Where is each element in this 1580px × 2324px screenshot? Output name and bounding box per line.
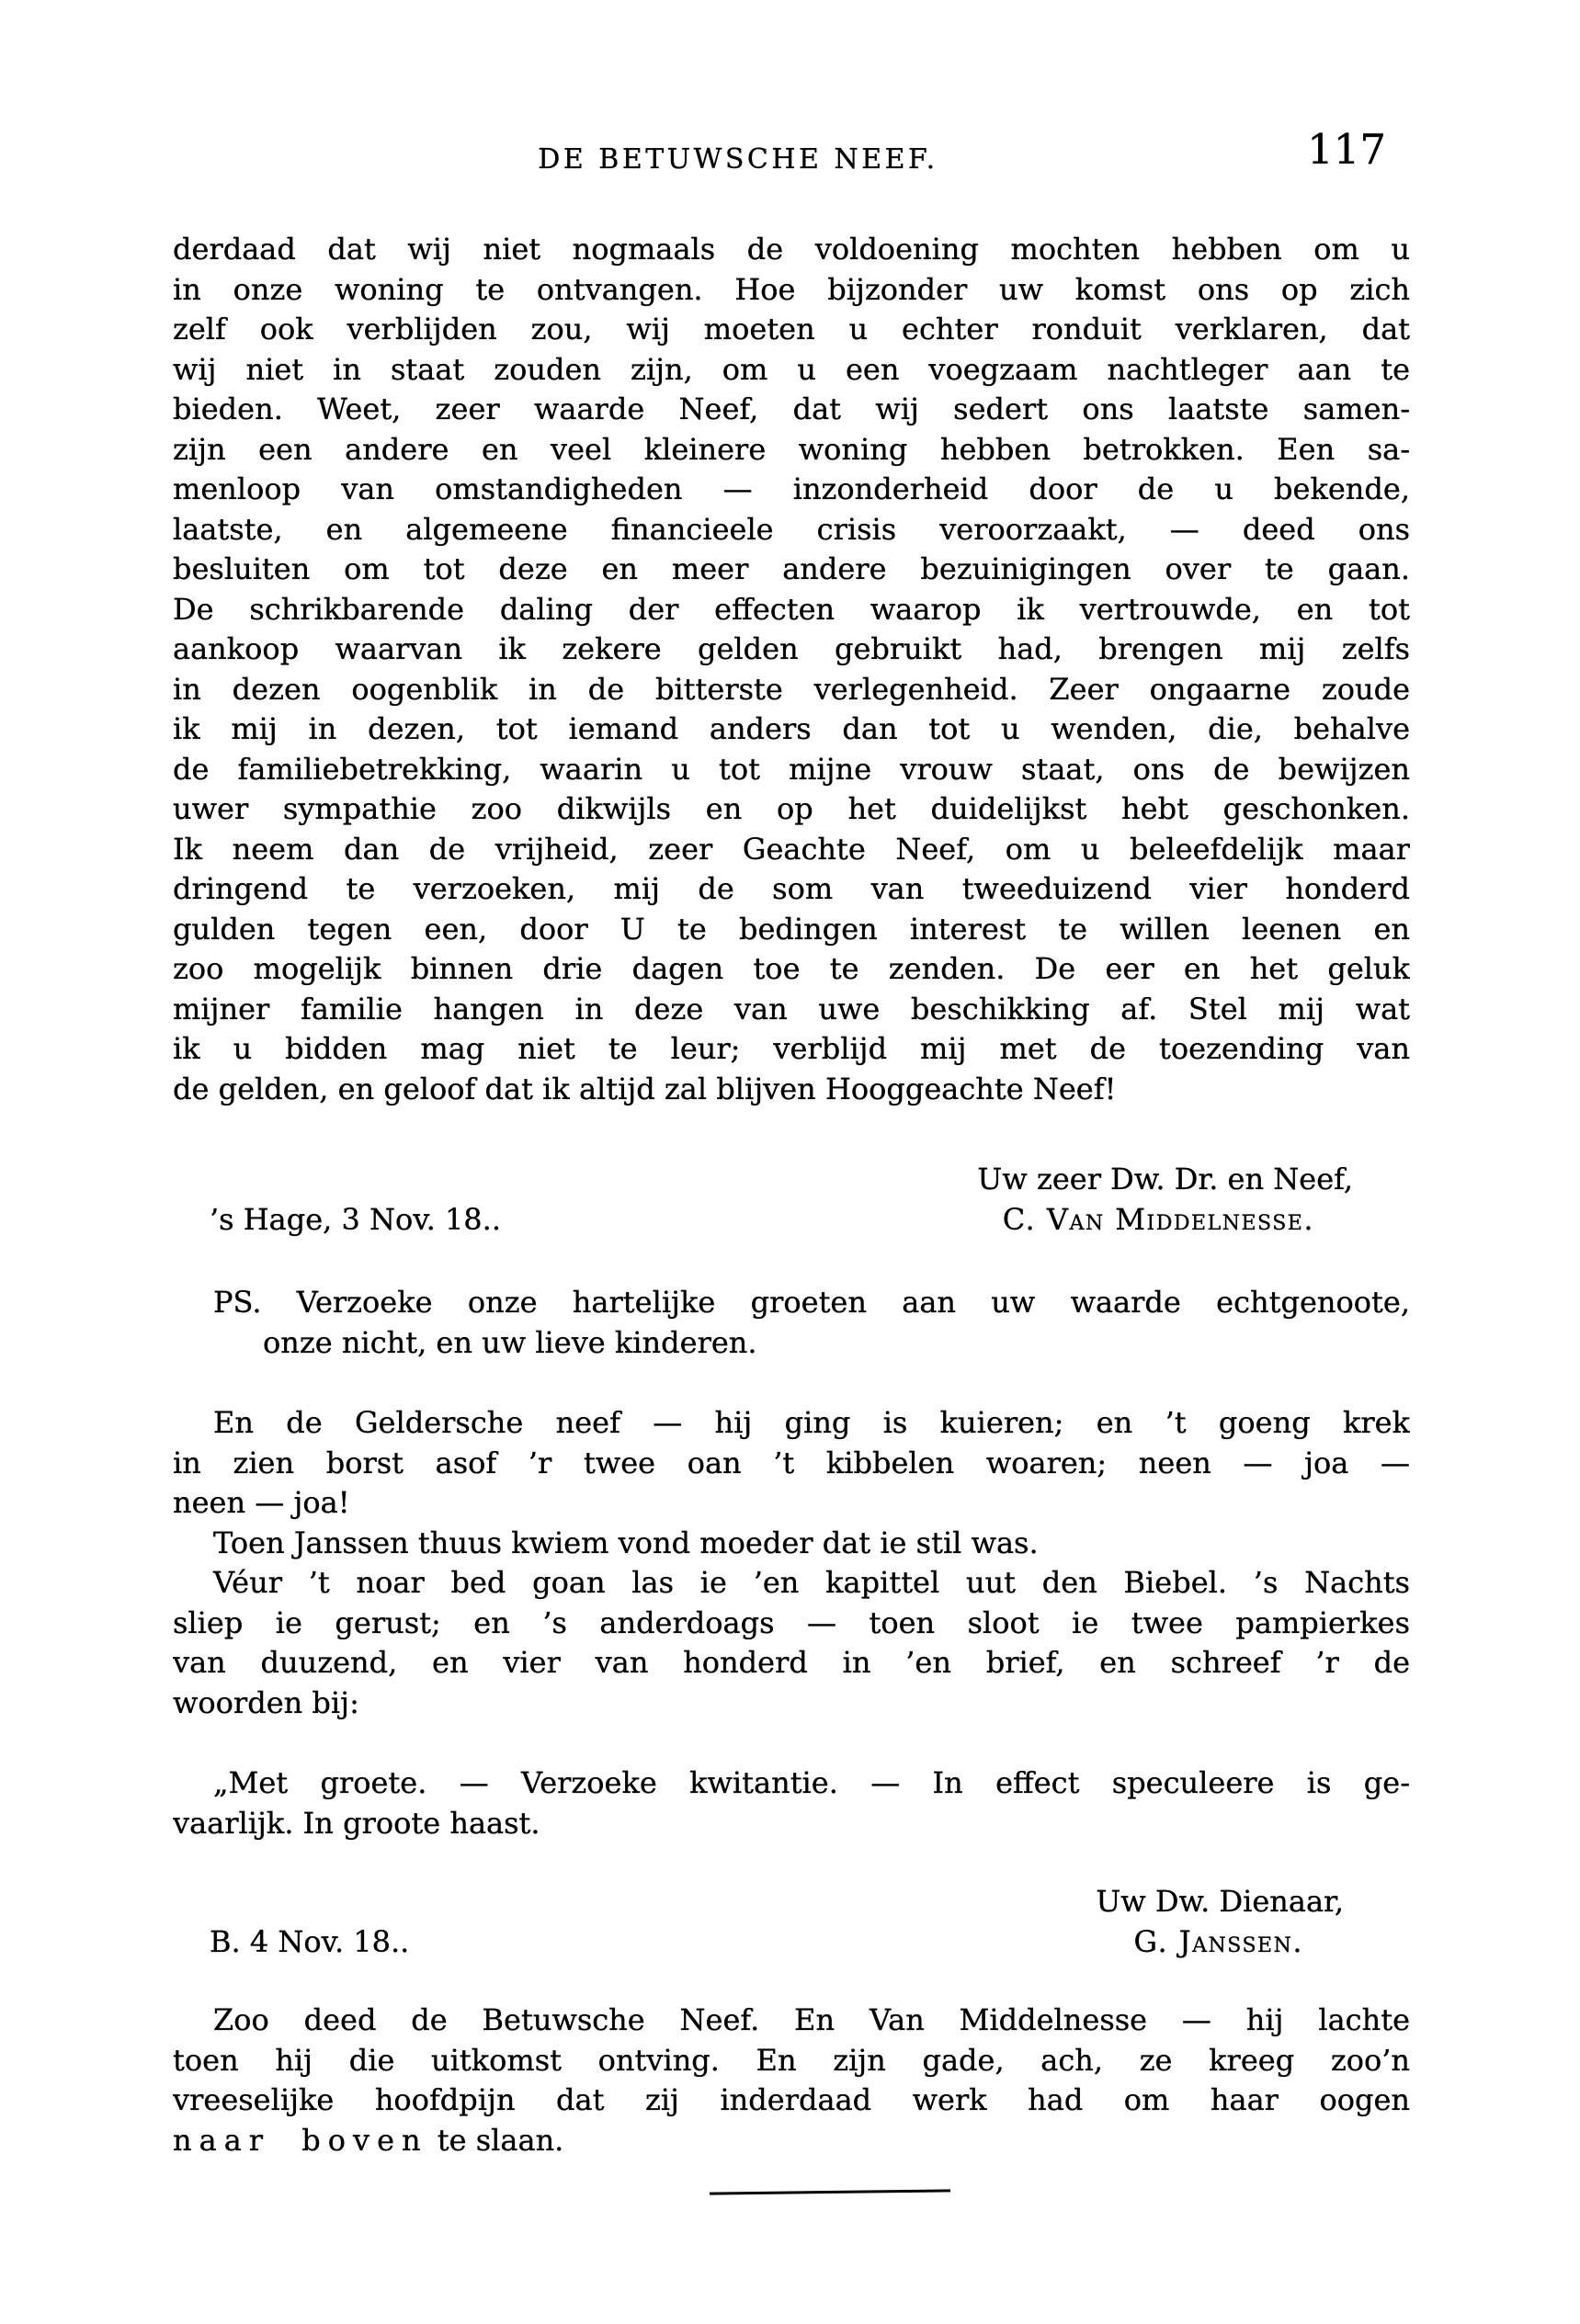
text-line: De schrikbarende daling der effecten waarop ik vertrouwde, en tot [173,591,1410,627]
signature-name: C. Van Middelnesse. [1002,1201,1314,1237]
signature-closing: Uw zeer Dw. Dr. en Neef, [977,1162,1353,1196]
signature-row [173,1922,1410,1963]
text-line: besluiten om tot deze en meer andere bezuinigingen over te gaan. [173,551,1410,586]
letter-body-lines [173,230,1410,1109]
text-line: aankoop waarvan ik zekere gelden gebruikt had, brengen mij zelfs [173,631,1410,666]
text-line: Toen Janssen thuus kwiem vond moeder dat ie stil was. [213,1525,1039,1560]
signature-name: G. Janssen. [1133,1923,1303,1959]
text-line: in onze woning te ontvangen. Hoe bijzonder uw komst ons op zich [173,271,1410,307]
running-title: DE BETUWSCHE NEEF. [538,143,938,176]
narrative-section [173,1403,1410,1723]
text-line: menloop van omstandigheden — inzonderheid door de u bekende, [173,471,1410,506]
text-line: woorden bij: [173,1684,359,1720]
text-line: in dezen oogenblik in de bitterste verlegenheid. Zeer ongaarne zoude [173,671,1410,707]
reply-signature-block [173,1882,1410,1962]
text-line: wij niet in staat zouden zijn, om u een voegzaam nachtleger aan te [173,351,1410,387]
line-remainder: te slaan. [427,2122,564,2158]
final-paragraph [173,2001,1410,2160]
page-header [173,125,1410,186]
text-line: zelf ook verblijden zou, wij moeten u echter ronduit verklaren, dat [173,312,1410,346]
text-line: sliep ie gerust; en ’s anderdoags — toen sloot ie twee pampierkes [173,1604,1410,1640]
text-line [173,2121,1410,2161]
text-line: vreeselijke hoofdpijn dat zij inderdaad werk had om haar oogen [173,2082,1410,2117]
text-line: zijn een andere en veel kleinere woning hebben betrokken. Een sa- [173,431,1410,467]
letter-body-paragraph [173,230,1410,1109]
text-line: neen — joa! [173,1485,350,1520]
text-line: de gelden, en geloof dat ik altijd zal blijven Hooggeachte Neef! [173,1071,1117,1106]
signature-row [173,1200,1410,1241]
text-line: laatste, en algemeene financieele crisis veroorzaakt, — deed ons [173,511,1410,547]
signature-closing: Uw Dw. Dienaar, [1096,1884,1344,1919]
text-line: dringend te verzoeken, mij de som van tweeduizend vier honderd [173,871,1410,906]
text-line: ik mij in dezen, tot iemand anders dan tot u wenden, die, behalve [173,711,1410,746]
emphasized-phrase: naar boven [173,2122,428,2158]
text-line: Ik neem dan de vrijheid, zeer Geachte Neef, om u beleefdelijk maar [173,831,1410,867]
text-line: bieden. Weet, zeer waarde Neef, dat wij sedert ons laatste samen- [173,391,1410,426]
text-line: toen hij die uitkomst ontving. En zijn gade, ach, ze kreeg zoo’n [173,2042,1410,2078]
text-line: mijner familie hangen in deze van uwe beschikking af. Stel mij wat [173,991,1410,1026]
text-line: de familiebetrekking, waarin u tot mijne vrouw staat, ons de bewijzen [173,751,1410,787]
text-line: zoo mogelijk binnen drie dagen toe te zenden. De eer en het geluk [173,951,1410,986]
text-line: En de Geldersche neef — hij ging is kuieren; en ’t goeng krek [213,1405,1410,1440]
text-line: derdaad dat wij niet nogmaals de voldoening mochten hebben om u [173,232,1410,266]
narrative-paragraph [173,1524,1410,1564]
text-line: van duuzend, en vier van honderd in ’en brief, en schreef ’r de [173,1645,1410,1680]
text-line: in zien borst asof ’r twee oan ’t kibbelen woaren; neen — joa — [173,1445,1410,1480]
dateline: ’s Hage, 3 Nov. 18.. [210,1201,501,1237]
postscript [173,1283,1410,1363]
text-line: onze nicht, en uw lieve kinderen. [263,1324,757,1360]
text-line: „Met groete. — Verzoeke kwitantie. — In effect speculeere is ge- [213,1765,1410,1800]
postscript-lines [173,1283,1410,1363]
text-line: Zoo deed de Betuwsche Neef. En Van Middelnesse — hij lachte [213,2002,1410,2037]
letter-signature-block [173,1160,1410,1240]
narrative-paragraph [173,1403,1410,1524]
text-column [173,125,1410,2194]
text-line: PS. Verzoeke onze hartelijke groeten aan uw waarde echtgenoote, [213,1285,1410,1320]
section-end-rule [710,2189,950,2194]
narrative-paragraph [173,1563,1410,1723]
text-line: gulden tegen een, door U te bedingen interest te willen leenen en [173,911,1410,947]
dateline: B. 4 Nov. 18.. [210,1923,410,1959]
text-line: ik u bidden mag niet te leur; verblijd mij met de toezending van [173,1031,1410,1066]
page-number: 117 [1307,125,1386,174]
quoted-note [173,1763,1410,1843]
text-line: uwer sympathie zoo dikwijls en op het duidelijkst hebt geschonken. [173,791,1410,826]
text-line: vaarlijk. In groote haast. [173,1805,540,1841]
text-line: Véur ’t noar bed goan las ie ’en kapittel uut den Biebel. ’s Nachts [213,1565,1410,1600]
